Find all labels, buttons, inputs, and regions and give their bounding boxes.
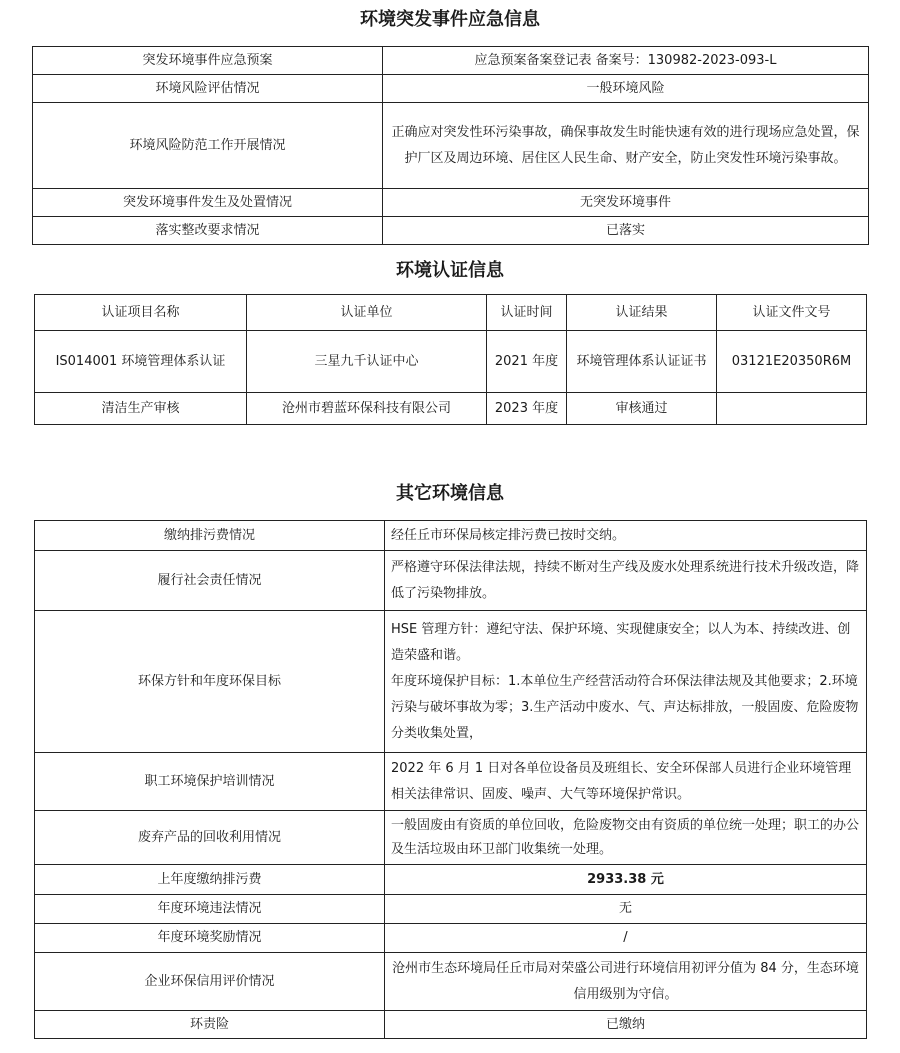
row-value: 一般环境风险 (383, 75, 869, 103)
row-value: 严格遵守环保法律法规，持续不断对生产线及废水处理系统进行技术升级改造，降低了污染物排放。 (385, 551, 867, 611)
row-label: 落实整改要求情况 (33, 217, 383, 245)
cert-time: 2021 年度 (487, 331, 567, 393)
row-label: 缴纳排污费情况 (35, 521, 385, 551)
column-header: 认证项目名称 (35, 295, 247, 331)
cert-doc-number (717, 393, 867, 425)
table-row (35, 1011, 867, 1039)
table-row (33, 217, 869, 245)
table-row (35, 331, 867, 393)
row-value: 2022 年 6 月 1 日对各单位设备员及班组长、安全环保部人员进行企业环境管理相关法律常识、固废、噪声、大气等环境保护常识。 (385, 753, 867, 811)
column-header: 认证时间 (487, 295, 567, 331)
table-row (33, 75, 869, 103)
row-label: 突发环境事件发生及处置情况 (33, 189, 383, 217)
row-label: 履行社会责任情况 (35, 551, 385, 611)
cert-time: 2023 年度 (487, 393, 567, 425)
emergency-info-table (32, 46, 869, 245)
cert-unit: 沧州市碧蓝环保科技有限公司 (247, 393, 487, 425)
table-row (35, 811, 867, 865)
column-header: 认证结果 (567, 295, 717, 331)
row-label: 环责险 (35, 1011, 385, 1039)
row-label: 废弃产品的回收利用情况 (35, 811, 385, 865)
table-header-row (35, 295, 867, 331)
table-row (35, 551, 867, 611)
row-label: 企业环保信用评价情况 (35, 953, 385, 1011)
row-value: 2933.38 元 (385, 865, 867, 895)
row-value: 已落实 (383, 217, 869, 245)
table-row (33, 189, 869, 217)
row-value: 已缴纳 (385, 1011, 867, 1039)
section2-title: 环境认证信息 (396, 260, 504, 281)
cert-item: 清洁生产审核 (35, 393, 247, 425)
table-row (35, 611, 867, 753)
annual-goal-text: 年度环境保护目标：1.本单位生产经营活动符合环保法律法规及其他要求；2.环境污染与破坏事故为零；3.生产活动中废水、气、声达标排放，一般固废、危险废物分类收集处置， (391, 673, 859, 741)
row-value: 一般固废由有资质的单位回收，危险废物交由有资质的单位统一处理；职工的办公及生活垃圾由环卫部门收集统一处理。 (385, 811, 867, 865)
row-value (385, 611, 867, 753)
table-row (35, 953, 867, 1011)
column-header: 认证文件文号 (717, 295, 867, 331)
row-label: 年度环境违法情况 (35, 895, 385, 924)
certification-table (34, 294, 867, 425)
row-label: 环境风险评估情况 (33, 75, 383, 103)
row-value: / (385, 924, 867, 953)
section1-title: 环境突发事件应急信息 (360, 9, 540, 30)
row-value: 沧州市生态环境局任丘市局对荣盛公司进行环境信用初评分值为 84 分，生态环境信用级别为守信。 (385, 953, 867, 1011)
row-label: 环保方针和年度环保目标 (35, 611, 385, 753)
other-env-info-table (34, 520, 867, 1039)
table-row (33, 47, 869, 75)
section3-title: 其它环境信息 (396, 483, 504, 504)
table-row (33, 103, 869, 189)
row-value: 无 (385, 895, 867, 924)
table-row (35, 753, 867, 811)
cert-result: 审核通过 (567, 393, 717, 425)
table-row (35, 895, 867, 924)
cert-doc-number: 03121E20350R6M (717, 331, 867, 393)
cert-result: 环境管理体系认证证书 (567, 331, 717, 393)
hse-policy-text: HSE 管理方针：遵纪守法、保护环境、实现健康安全；以人为本、持续改进、创造荣盛和谐。 (391, 621, 851, 663)
row-label: 年度环境奖励情况 (35, 924, 385, 953)
table-row (35, 521, 867, 551)
table-row (35, 865, 867, 895)
table-row (35, 393, 867, 425)
row-label: 突发环境事件应急预案 (33, 47, 383, 75)
row-value: 无突发环境事件 (383, 189, 869, 217)
cert-unit: 三星九千认证中心 (247, 331, 487, 393)
row-value: 经任丘市环保局核定排污费已按时交纳。 (385, 521, 867, 551)
row-label: 环境风险防范工作开展情况 (33, 103, 383, 189)
cert-item: IS014001 环境管理体系认证 (35, 331, 247, 393)
row-label: 上年度缴纳排污费 (35, 865, 385, 895)
table-row (35, 924, 867, 953)
row-label: 职工环境保护培训情况 (35, 753, 385, 811)
row-value: 正确应对突发性环污染事故，确保事故发生时能快速有效的进行现场应急处置，保护厂区及周边环境、居住区人民生命、财产安全，防止突发性环境污染事故。 (383, 103, 869, 189)
column-header: 认证单位 (247, 295, 487, 331)
row-value: 应急预案备案登记表 备案号：130982-2023-093-L (383, 47, 869, 75)
